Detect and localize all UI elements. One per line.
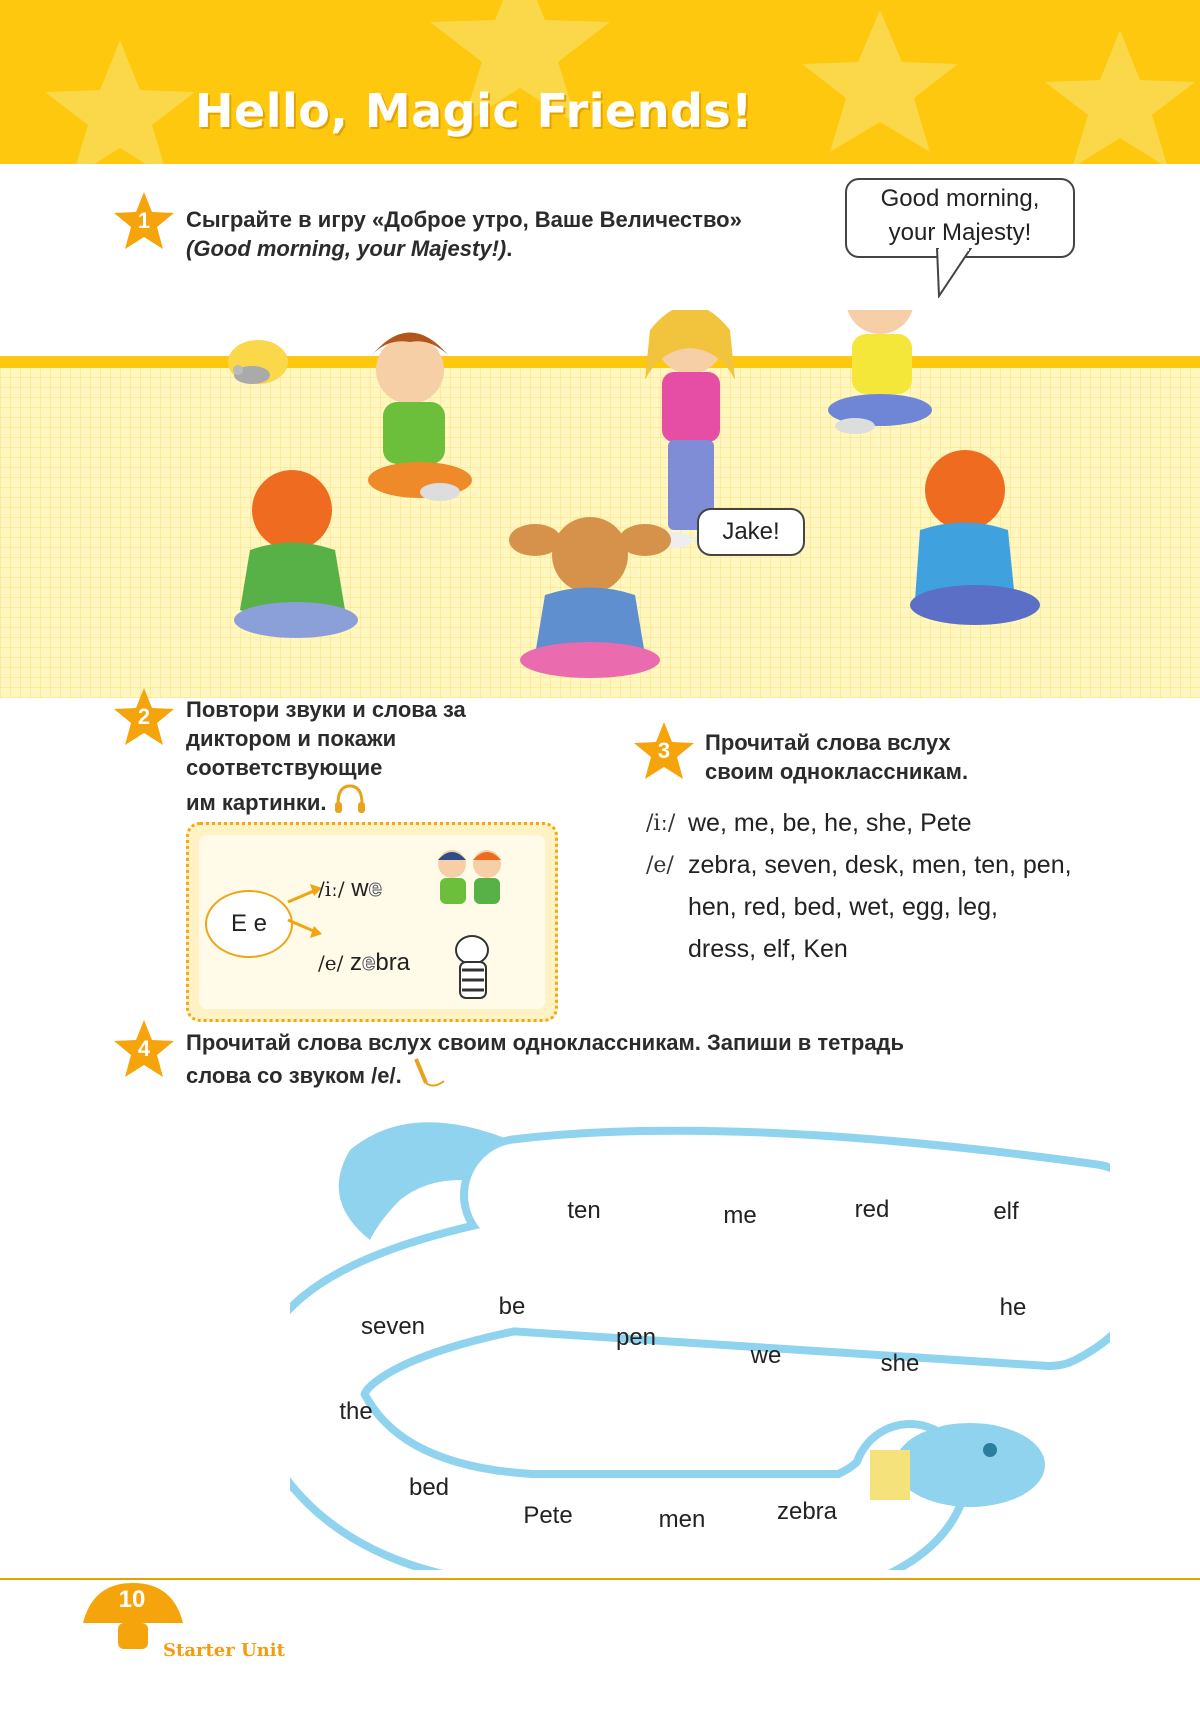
page-title: Hello, Magic Friends! — [195, 84, 753, 138]
task-2-instruction — [186, 695, 546, 817]
sound-2-word-highlight: e — [361, 949, 376, 976]
snake-word-1: ten — [567, 1197, 601, 1224]
snake-word-5: he — [999, 1294, 1027, 1321]
snake-word-2: me — [723, 1202, 757, 1229]
bubble-line-2: your Majesty! — [888, 219, 1032, 246]
sound-2-phoneme: /e/ — [318, 951, 344, 975]
letter-circle: E e — [205, 890, 293, 958]
task-3-number: 3 — [657, 738, 671, 763]
snake-word-15: zebra — [776, 1498, 838, 1525]
unit-label: Starter Unit — [163, 1640, 285, 1661]
snake-word-13: Pete — [523, 1502, 573, 1529]
word-row-3: hen, red, bed, wet, egg, leg, — [688, 893, 998, 921]
word-row-2: zebra, seven, desk, men, ten, pen, — [688, 851, 1072, 879]
boy-back-blue-icon — [910, 450, 1040, 625]
page-header — [0, 0, 1200, 164]
task-4-line-1: Прочитай слова вслух своим одноклассникам. Запиши в тетрадь — [186, 1030, 905, 1055]
sound-1-phoneme: /iː/ — [318, 877, 345, 901]
task-1-instruction — [186, 205, 826, 263]
snake-word-11: the — [339, 1398, 373, 1425]
word-row-4: dress, elf, Ken — [688, 935, 848, 963]
snake-word-10: seven — [360, 1313, 426, 1340]
task-3-line-1: Прочитай слова вслух — [705, 730, 951, 755]
sound-1-word-start: w — [351, 875, 369, 902]
headphones-icon — [333, 782, 367, 816]
snake-word-8: pen — [615, 1324, 657, 1351]
snake-word-3: red — [854, 1196, 890, 1223]
task-1-text: Сыграйте в игру «Доброе утро, Ваше Величество» — [186, 207, 742, 232]
phoneme-e: /e/ — [646, 853, 674, 878]
pen-icon — [408, 1057, 448, 1091]
task-3-instruction — [705, 728, 1145, 786]
children-game-illustration — [0, 310, 1200, 700]
sound-2-word-end: bra — [375, 949, 411, 976]
boy-green-icon — [368, 333, 472, 502]
task-2-line-4: им картинки. — [186, 790, 327, 815]
task-1-text-italic: (Good morning, your Majesty!) — [186, 236, 507, 261]
boy-yellow-icon — [828, 310, 932, 434]
sound-2-row — [318, 949, 410, 977]
task-4-line-2: слова со звуком /e/. — [186, 1063, 402, 1088]
sound-2-word-start: z — [349, 949, 362, 976]
task-1-number: 1 — [137, 208, 151, 233]
page-number: 10 — [118, 1586, 146, 1613]
task-1-text-end: . — [506, 236, 513, 261]
task-2-number: 2 — [137, 704, 151, 729]
snake-word-9: be — [498, 1293, 526, 1320]
sound-1-row — [318, 875, 382, 903]
phoneme-ii: /iː/ — [646, 811, 676, 836]
mouse-icon — [228, 340, 288, 384]
task-2-line-2: диктором и покажи — [186, 726, 397, 751]
snake-word-4: elf — [993, 1198, 1019, 1225]
snake-word-6: she — [880, 1350, 920, 1377]
girl-back-icon — [509, 517, 671, 678]
task-4-instruction — [186, 1028, 1086, 1091]
kids-and-zebra-icon — [432, 850, 542, 1010]
task-3-line-2: своим одноклассникам. — [705, 759, 969, 784]
zebra-icon — [456, 936, 488, 998]
task-4-number: 4 — [137, 1036, 151, 1061]
boy-back-green-icon — [234, 470, 358, 638]
speech-bubble-jake: Jake! — [697, 508, 805, 556]
snake-word-12: bed — [408, 1474, 450, 1501]
task-2-line-1: Повтори звуки и слова за — [186, 697, 466, 722]
task-2-line-3: соответствующие — [186, 755, 383, 780]
speech-bubble-good-morning — [845, 178, 1075, 258]
bubble-tail-1 — [935, 248, 975, 298]
bubble-line-1: Good morning, — [880, 185, 1040, 212]
snake-word-14: men — [658, 1506, 706, 1533]
header-stars — [0, 0, 1200, 164]
sound-1-word-highlight: e — [368, 875, 382, 902]
word-row-1: we, me, be, he, she, Pete — [688, 809, 972, 837]
snake-word-7: we — [750, 1342, 782, 1369]
